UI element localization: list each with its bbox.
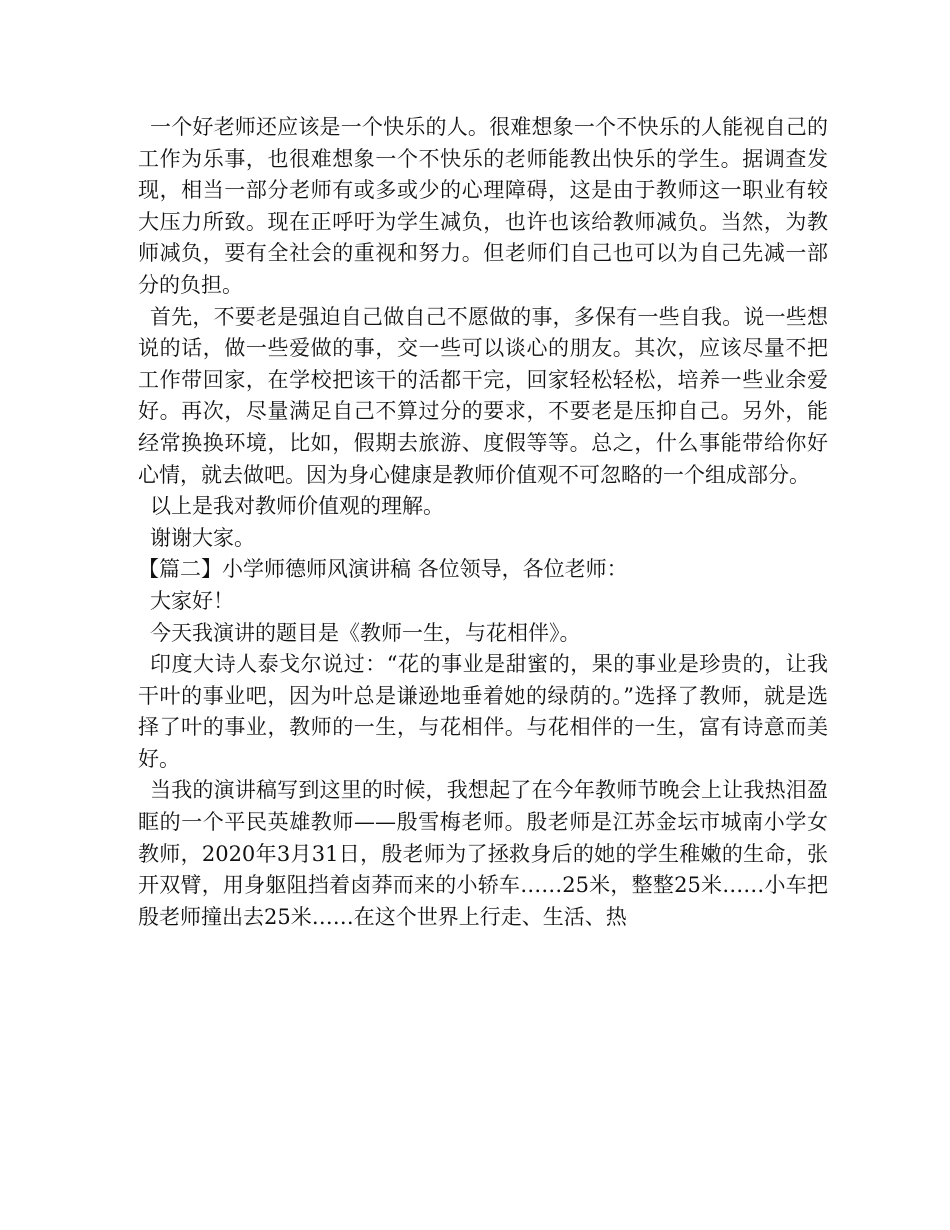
paragraph-thanks: 谢谢大家。 [150, 525, 255, 550]
paragraph-yin-xuemei: 当我的演讲稿写到这里的时候，我想起了在今年教师节晚会上让我热泪盈眶的一个平民英雄教师——殷雪梅老师。殷老师是江苏金坛市城南小学女教师，2020年3月31日，殷老师为了拯救身后的她的学生稚嫩的生命，张开双臂，用身躯阻挡着卤莽而来的小轿车……25米，整整25米……小车把殷老师撞出去25米……在这个世界上行走、生活、热 [138, 778, 828, 929]
paragraph-reduce-burden: 首先，不要老是强迫自己做自己不愿做的事，多保有一些自我。说一些想说的话，做一些爱做的事，交一些可以谈心的朋友。其次，应该尽量不把工作带回家，在学校把该干的活都干完，回家轻松轻松，培养一些业余爱好。再次，尽量满足自己不算过分的要求，不要老是压抑自己。另外，能经常换换环境，比如，假期去旅游、度假等等。总之，什么事能带给你好心情，就去做吧。因为身心健康是教师价值观不可忽略的一个组成部分。 [138, 304, 828, 487]
paragraph-speech-title: 今天我演讲的题目是《教师一生，与花相伴》。 [150, 620, 581, 645]
document-page [138, 112, 828, 933]
section-heading-part-two: 【篇二】小学师德师风演讲稿 各位领导，各位老师： [138, 557, 628, 582]
paragraph-tagore-quote: 印度大诗人泰戈尔说过：“花的事业是甜蜜的，果的事业是珍贵的，让我干叶的事业吧，因为叶总是谦逊地垂着她的绿荫的。”选择了教师，就是选择了叶的事业，教师的一生，与花相伴。与花相伴的一生，富有诗意而美好。 [138, 652, 828, 771]
paragraph-understanding: 以上是我对教师价值观的理解。 [150, 494, 444, 519]
paragraph-greeting: 大家好！ [150, 588, 234, 613]
paragraph-teacher-happiness: 一个好老师还应该是一个快乐的人。很难想象一个不快乐的人能视自己的工作为乐事，也很难想象一个不快乐的老师能教出快乐的学生。据调查发现，相当一部分老师有或多或少的心理障碍，这是由于教师这一职业有较大压力所致。现在正呼吁为学生减负，也许也该给教师减负。当然，为教师减负，要有全社会的重视和努力。但老师们自己也可以为自己先减一部分的负担。 [138, 115, 828, 297]
